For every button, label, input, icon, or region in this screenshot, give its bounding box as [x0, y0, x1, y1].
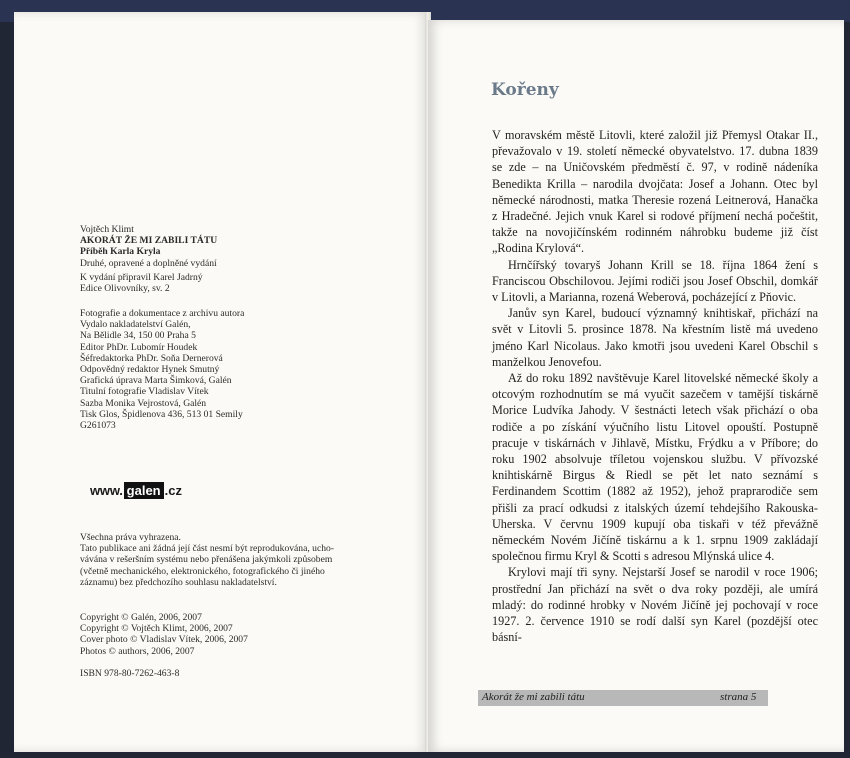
isbn: ISBN 978-80-7262-463-8	[80, 668, 180, 679]
paragraph: Až do roku 1892 navštěvuje Karel litovelské německé školy a otcovým rozhodnutím se má vyučit sazečem v tamější tiskárně Morice Ludvíka Jahody. V šestnácti letech však přichází o oba rodiče a po získání výučního listu Litovel opouští. Postupně pracuje v tiskárnách v Jihlavě, Místku, Frýdku a v Příbore; do roku 1902 absolvuje tříletou vojenskou službu. V přívozské knihtiskárně Birgus & Riedl se pět let nato seznámí s Ferdinandem Scottim (1882 až 1952), jehož praprarodiče sem přišli za prací odkudsi z italských území tehdejšího Rakouska-Uherska. V červnu 1909 kupují oba tiskaři v též převážně německém Novém Jičíně tiskárnu a k 1. srpnu 1909 zakládají společnou firmu Kryl & Scotti s adresou Mlýnská ulice 4.	[492, 371, 818, 564]
rights-block	[80, 532, 334, 588]
copyright-line: Copyright © Galén, 2006, 2007	[80, 612, 202, 623]
rights-line: Všechna práva vyhrazena.	[80, 532, 181, 543]
logo-suffix: .cz	[164, 482, 182, 498]
credit-line: Fotografie a dokumentace z archivu autora	[80, 308, 245, 319]
rights-line: vávána v rešeršním systému nebo přenášena jakýmkoli způsobem	[80, 554, 333, 566]
credit-line: Na Bělidle 34, 150 00 Praha 5	[80, 330, 196, 342]
edition-note: Druhé, opravené a doplněné vydání	[80, 257, 217, 269]
paragraph: Janův syn Karel, budoucí významný knihtiskař, přichází na svět v Litovli 5. prosince 1878. Na křestním listě má uvedeno jméno Karl Nicolaus. Jako kmotři jsou uvedeni Karel Obschil s manželkou Jenovefou.	[492, 306, 818, 369]
title-block	[80, 224, 217, 269]
editor-block	[80, 272, 203, 294]
paragraph: Krylovi mají tři syny. Nejstarší Josef se narodil v roce 1906; prostřední Jan přichází na svět o dva roky později, ale umírá mladý: do rodinné hrobky v Novém Jičíně jej pochovají v roce 1927. 2. července 1910 se rodí další syn Karel (pozdější otec básní-	[492, 565, 818, 645]
copyright-line: Photos © authors, 2006, 2007	[80, 645, 195, 657]
credit-line: Editor PhDr. Lubomír Houdek	[80, 341, 198, 353]
book-subtitle: Příběh Karla Kryla	[80, 246, 161, 258]
isbn-block	[80, 668, 179, 679]
page-number: strana 5	[720, 691, 757, 703]
credit-line: Titulní fotografie Vladislav Vítek	[80, 386, 209, 398]
prepared-by: K vydání připravil Karel Jadrný	[80, 272, 203, 283]
credit-line: Vydalo nakladatelství Galén,	[80, 319, 191, 331]
rights-line: (včetně mechanického, elektronického, fotografického či jiného	[80, 565, 325, 577]
copyright-block	[80, 612, 248, 657]
copyright-line: Cover photo © Vladislav Vítek, 2006, 2007	[80, 634, 248, 646]
book-title: AKORÁT ŽE MI ZABILI TÁTU	[80, 235, 218, 247]
chapter-title: Kořeny	[491, 80, 559, 100]
running-footer-title: Akorát že mi zabili tátu	[482, 691, 585, 703]
credit-line: Grafická úprava Marta Šimková, Galén	[80, 375, 232, 387]
author-name: Vojtěch Klimt	[80, 224, 134, 235]
credit-line: Tisk Glos, Špidlenova 436, 513 01 Semily	[80, 408, 243, 420]
paragraph: V moravském městě Litovli, které založil již Přemysl Otakar II., převažovalo v 19. století německé obyvatelstvo. 17. dubna 1839 se zde – na Uničovském předměstí č. 97, v rodině nádeníka Benedikta Krilla – narodila dvojčata: Josef a Johann. Otec byl německé národnosti, matka Theresie rozená Leitnerová, Hanačka z Hradečné. Jejich vnuk Karel si rodové příjmení nechá počeštit, takže na novojičínském rodinném náhrobku budeme již číst „Rodina Krylová“.	[492, 128, 818, 256]
credit-line: Sazba Monika Vejrostová, Galén	[80, 397, 207, 409]
copyright-line: Copyright © Vojtěch Klimt, 2006, 2007	[80, 623, 233, 635]
chapter-body	[492, 127, 818, 646]
credits-block	[80, 308, 244, 431]
left-page	[14, 12, 428, 752]
paragraph: Hrnčířský tovaryš Johann Krill se 18. října 1864 žení s Franciscou Obschilovou. Jejími rodiči jsou Josef Obschil, domkář v Litovli, a Marianna, rozená Weberová, pocházející z Pňovic.	[492, 257, 818, 305]
series-note: Edice Olivovníky, sv. 2	[80, 283, 170, 295]
rights-line: Tato publikace ani žádná její část nesmí být reprodukována, ucho-	[80, 543, 335, 555]
credit-line: G261073	[80, 420, 116, 432]
logo-prefix: www.	[90, 482, 123, 498]
rights-line: záznamu) bez předchozího souhlasu nakladatelství.	[80, 576, 277, 588]
publisher-logo	[90, 479, 182, 501]
logo-brand: galen	[124, 482, 164, 499]
credit-line: Odpovědný redaktor Hynek Smutný	[80, 364, 220, 376]
right-page	[428, 20, 844, 752]
credit-line: Šéfredaktorka PhDr. Soňa Dernerová	[80, 352, 223, 364]
